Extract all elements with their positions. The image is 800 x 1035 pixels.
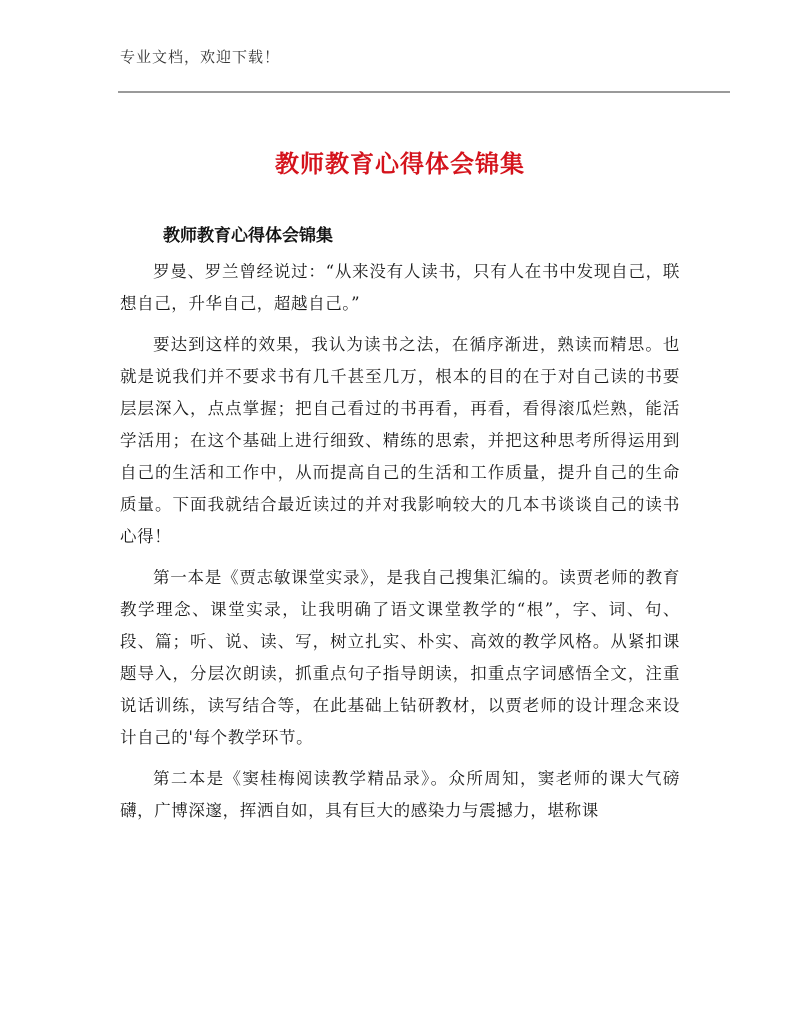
paragraph-3: 第一本是《贾志敏课堂实录》，是我自己搜集汇编的。读贾老师的教育教学理念、课堂实录，让我明确了语文课堂教学的“根”，字、词、句、段、篇；听、说、读、写，树立扎实、朴实、高效的教学风格。从紧扣课题导入，分层次朗读，抓重点句子指导朗读，扣重点字词感悟全文，注重说话训练，读写结合等，在此基础上钻研教材，以贾老师的设计理念来设计自己的'每个教学环节。 bbox=[120, 568, 680, 747]
paragraph-1: 罗曼、罗兰曾经说过：“从来没有人读书，只有人在书中发现自己，联想自己，升华自己，超越自己。” bbox=[120, 262, 680, 313]
header-divider bbox=[118, 91, 730, 93]
document-title: 教师教育心得体会锦集 bbox=[275, 150, 525, 178]
paragraph-2: 要达到这样的效果，我认为读书之法，在循序渐进，熟读而精思。也就是说我们并不要求书有几千甚至几万，根本的目的在于对自己读的书要层层深入，点点掌握；把自己看过的书再看，再看，看得滚瓜烂熟，能活学活用；在这个基础上进行细致、精练的思索，并把这种思考所得运用到自己的生活和工作中，从而提高自己的生活和工作质量，提升自己的生命质量。下面我就结合最近读过的并对我影响较大的几本书谈谈自己的读书心得！ bbox=[120, 335, 680, 546]
document-subtitle: 教师教育心得体会锦集 bbox=[163, 226, 333, 246]
paragraph-4: 第二本是《窦桂梅阅读教学精品录》。众所周知，窦老师的课大气磅礴，广博深邃，挥洒自如，具有巨大的感染力与震撼力，堪称课 bbox=[120, 769, 680, 820]
document-body bbox=[120, 256, 680, 836]
header-note: 专业文档，欢迎下载！ bbox=[120, 48, 281, 66]
